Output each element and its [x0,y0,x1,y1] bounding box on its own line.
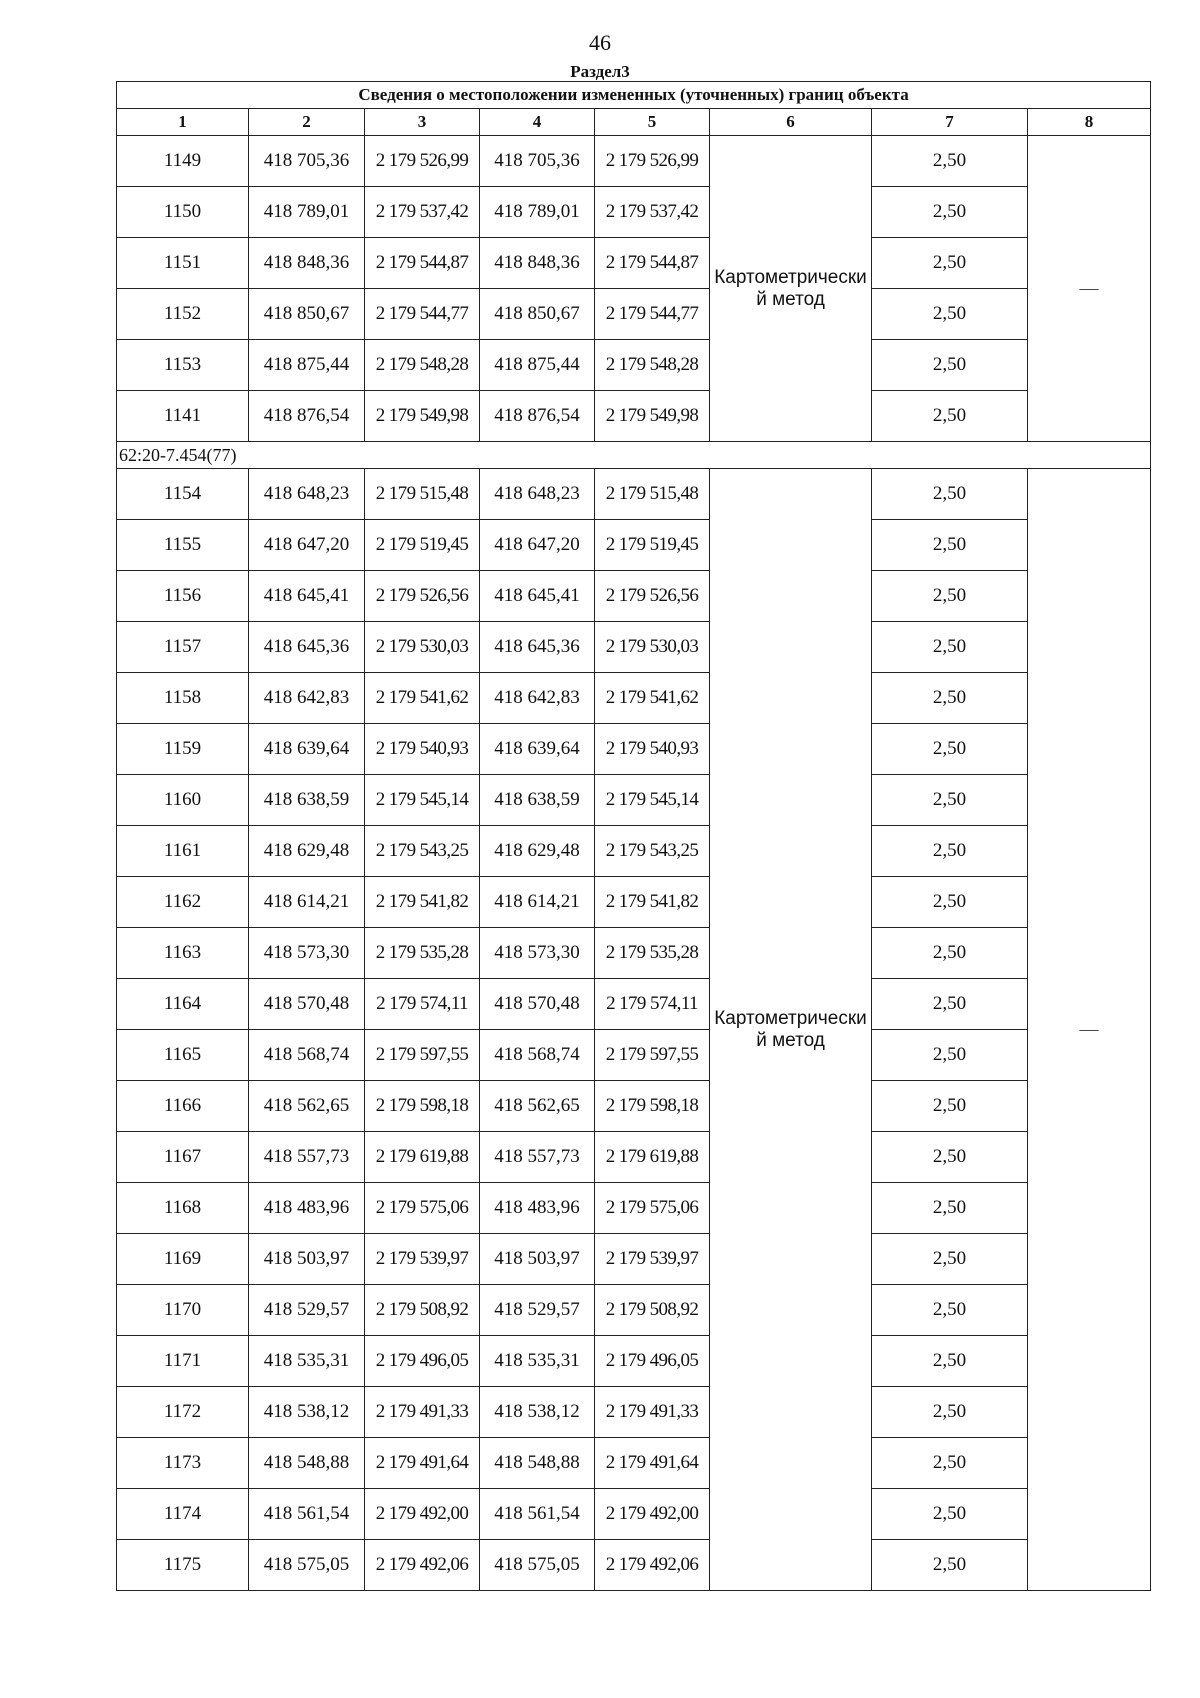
table-row [117,724,1151,775]
accuracy-cell: 2,50 [872,1438,1028,1489]
table-row [117,1081,1151,1132]
accuracy-cell: 2,50 [872,391,1028,442]
point-number-cell: 1170 [117,1285,249,1336]
y-old-cell: 2 179 530,03 [365,622,480,673]
y-old-cell: 2 179 541,62 [365,673,480,724]
table-row [117,136,1151,187]
column-number: 8 [1028,109,1151,136]
y-old-cell: 2 179 574,11 [365,979,480,1030]
x-old-cell: 418 647,20 [249,520,365,571]
y-old-cell: 2 179 544,77 [365,289,480,340]
x-new-cell: 418 645,41 [480,571,595,622]
x-old-cell: 418 642,83 [249,673,365,724]
y-old-cell: 2 179 541,82 [365,877,480,928]
x-old-cell: 418 535,31 [249,1336,365,1387]
x-new-cell: 418 535,31 [480,1336,595,1387]
column-number: 7 [872,109,1028,136]
y-old-cell: 2 179 535,28 [365,928,480,979]
x-old-cell: 418 639,64 [249,724,365,775]
table-row [117,1030,1151,1081]
y-old-cell: 2 179 545,14 [365,775,480,826]
x-new-cell: 418 850,67 [480,289,595,340]
y-new-cell: 2 179 530,03 [595,622,710,673]
accuracy-cell: 2,50 [872,1489,1028,1540]
y-new-cell: 2 179 515,48 [595,469,710,520]
accuracy-cell: 2,50 [872,622,1028,673]
table-row [117,520,1151,571]
table-row [117,1387,1151,1438]
table-row [117,622,1151,673]
y-new-cell: 2 179 541,82 [595,877,710,928]
point-number-cell: 1169 [117,1234,249,1285]
x-old-cell: 418 638,59 [249,775,365,826]
x-new-cell: 418 483,96 [480,1183,595,1234]
y-new-cell: 2 179 492,00 [595,1489,710,1540]
point-number-cell: 1154 [117,469,249,520]
y-old-cell: 2 179 519,45 [365,520,480,571]
accuracy-cell: 2,50 [872,469,1028,520]
y-old-cell: 2 179 549,98 [365,391,480,442]
y-new-cell: 2 179 619,88 [595,1132,710,1183]
point-number-cell: 1156 [117,571,249,622]
table-row [117,673,1151,724]
method-cell: Картометрически й метод [710,136,872,442]
x-old-cell: 418 848,36 [249,238,365,289]
table-row [117,391,1151,442]
y-new-cell: 2 179 535,28 [595,928,710,979]
section-title: Раздел3 [570,62,630,81]
x-new-cell: 418 561,54 [480,1489,595,1540]
point-number-cell: 1161 [117,826,249,877]
x-old-cell: 418 503,97 [249,1234,365,1285]
x-old-cell: 418 568,74 [249,1030,365,1081]
table-row [117,1285,1151,1336]
accuracy-cell: 2,50 [872,724,1028,775]
point-number-cell: 1165 [117,1030,249,1081]
y-old-cell: 2 179 492,00 [365,1489,480,1540]
point-number-cell: 1153 [117,340,249,391]
column-number: 2 [249,109,365,136]
y-new-cell: 2 179 544,77 [595,289,710,340]
y-old-cell: 2 179 540,93 [365,724,480,775]
y-new-cell: 2 179 539,97 [595,1234,710,1285]
point-number-cell: 1160 [117,775,249,826]
column-number: 4 [480,109,595,136]
point-number-cell: 1150 [117,187,249,238]
y-old-cell: 2 179 526,99 [365,136,480,187]
y-new-cell: 2 179 526,99 [595,136,710,187]
accuracy-cell: 2,50 [872,1387,1028,1438]
x-new-cell: 418 570,48 [480,979,595,1030]
table-row [117,1336,1151,1387]
point-number-cell: 1155 [117,520,249,571]
y-new-cell: 2 179 491,33 [595,1387,710,1438]
x-new-cell: 418 529,57 [480,1285,595,1336]
y-new-cell: 2 179 492,06 [595,1540,710,1591]
accuracy-cell: 2,50 [872,1030,1028,1081]
point-number-cell: 1149 [117,136,249,187]
y-new-cell: 2 179 526,56 [595,571,710,622]
x-old-cell: 418 538,12 [249,1387,365,1438]
y-old-cell: 2 179 526,56 [365,571,480,622]
table-caption: Сведения о местоположении измененных (уточненных) границ объекта [117,82,1151,109]
y-new-cell: 2 179 574,11 [595,979,710,1030]
x-new-cell: 418 876,54 [480,391,595,442]
y-old-cell: 2 179 515,48 [365,469,480,520]
x-new-cell: 418 639,64 [480,724,595,775]
group-row [117,442,1151,469]
page-number: 46 [589,30,611,55]
accuracy-cell: 2,50 [872,928,1028,979]
point-number-cell: 1168 [117,1183,249,1234]
table-row [117,1540,1151,1591]
x-old-cell: 418 483,96 [249,1183,365,1234]
x-new-cell: 418 614,21 [480,877,595,928]
y-old-cell: 2 179 492,06 [365,1540,480,1591]
x-new-cell: 418 647,20 [480,520,595,571]
table-row [117,928,1151,979]
y-new-cell: 2 179 598,18 [595,1081,710,1132]
x-new-cell: 418 557,73 [480,1132,595,1183]
x-new-cell: 418 789,01 [480,187,595,238]
table-row [117,1234,1151,1285]
column-number: 6 [710,109,872,136]
y-new-cell: 2 179 597,55 [595,1030,710,1081]
point-number-cell: 1173 [117,1438,249,1489]
x-old-cell: 418 570,48 [249,979,365,1030]
table-row [117,979,1151,1030]
accuracy-cell: 2,50 [872,520,1028,571]
table-row [117,289,1151,340]
y-new-cell: 2 179 545,14 [595,775,710,826]
column-number: 5 [595,109,710,136]
x-old-cell: 418 614,21 [249,877,365,928]
accuracy-cell: 2,50 [872,571,1028,622]
point-number-cell: 1166 [117,1081,249,1132]
y-old-cell: 2 179 597,55 [365,1030,480,1081]
x-old-cell: 418 705,36 [249,136,365,187]
y-new-cell: 2 179 575,06 [595,1183,710,1234]
x-old-cell: 418 789,01 [249,187,365,238]
x-old-cell: 418 561,54 [249,1489,365,1540]
column-number: 3 [365,109,480,136]
accuracy-cell: 2,50 [872,1285,1028,1336]
point-number-cell: 1167 [117,1132,249,1183]
point-number-cell: 1152 [117,289,249,340]
table-row [117,571,1151,622]
table-row [117,238,1151,289]
x-new-cell: 418 568,74 [480,1030,595,1081]
accuracy-cell: 2,50 [872,673,1028,724]
point-number-cell: 1158 [117,673,249,724]
column8-cell: — [1028,469,1151,1591]
accuracy-cell: 2,50 [872,1081,1028,1132]
x-new-cell: 418 638,59 [480,775,595,826]
accuracy-cell: 2,50 [872,238,1028,289]
accuracy-cell: 2,50 [872,1183,1028,1234]
point-number-cell: 1172 [117,1387,249,1438]
x-old-cell: 418 557,73 [249,1132,365,1183]
x-new-cell: 418 642,83 [480,673,595,724]
y-new-cell: 2 179 540,93 [595,724,710,775]
x-new-cell: 418 629,48 [480,826,595,877]
table-row [117,340,1151,391]
column-number-row [117,109,1151,136]
point-number-cell: 1171 [117,1336,249,1387]
table-row [117,775,1151,826]
x-old-cell: 418 562,65 [249,1081,365,1132]
accuracy-cell: 2,50 [872,187,1028,238]
accuracy-cell: 2,50 [872,877,1028,928]
point-number-cell: 1157 [117,622,249,673]
y-old-cell: 2 179 619,88 [365,1132,480,1183]
y-old-cell: 2 179 496,05 [365,1336,480,1387]
y-old-cell: 2 179 491,33 [365,1387,480,1438]
table-row [117,877,1151,928]
x-old-cell: 418 529,57 [249,1285,365,1336]
boundary-table [116,81,1151,1591]
y-old-cell: 2 179 543,25 [365,826,480,877]
point-number-cell: 1162 [117,877,249,928]
x-old-cell: 418 629,48 [249,826,365,877]
y-new-cell: 2 179 543,25 [595,826,710,877]
x-old-cell: 418 850,67 [249,289,365,340]
y-old-cell: 2 179 491,64 [365,1438,480,1489]
group-label: 62:20-7.454(77) [117,442,1151,469]
accuracy-cell: 2,50 [872,340,1028,391]
y-new-cell: 2 179 549,98 [595,391,710,442]
y-new-cell: 2 179 491,64 [595,1438,710,1489]
point-number-cell: 1175 [117,1540,249,1591]
x-old-cell: 418 573,30 [249,928,365,979]
accuracy-cell: 2,50 [872,1336,1028,1387]
x-new-cell: 418 645,36 [480,622,595,673]
accuracy-cell: 2,50 [872,136,1028,187]
x-old-cell: 418 645,41 [249,571,365,622]
point-number-cell: 1163 [117,928,249,979]
accuracy-cell: 2,50 [872,979,1028,1030]
x-new-cell: 418 575,05 [480,1540,595,1591]
accuracy-cell: 2,50 [872,1132,1028,1183]
y-old-cell: 2 179 508,92 [365,1285,480,1336]
x-new-cell: 418 705,36 [480,136,595,187]
x-old-cell: 418 548,88 [249,1438,365,1489]
table-row [117,1438,1151,1489]
y-new-cell: 2 179 508,92 [595,1285,710,1336]
accuracy-cell: 2,50 [872,1540,1028,1591]
x-new-cell: 418 503,97 [480,1234,595,1285]
point-number-cell: 1141 [117,391,249,442]
accuracy-cell: 2,50 [872,775,1028,826]
table-row [117,1489,1151,1540]
table-row [117,826,1151,877]
y-old-cell: 2 179 537,42 [365,187,480,238]
y-old-cell: 2 179 539,97 [365,1234,480,1285]
point-number-cell: 1159 [117,724,249,775]
y-new-cell: 2 179 541,62 [595,673,710,724]
y-new-cell: 2 179 519,45 [595,520,710,571]
table-row [117,469,1151,520]
y-old-cell: 2 179 598,18 [365,1081,480,1132]
table-row [117,1132,1151,1183]
y-new-cell: 2 179 548,28 [595,340,710,391]
point-number-cell: 1164 [117,979,249,1030]
column-number: 1 [117,109,249,136]
accuracy-cell: 2,50 [872,289,1028,340]
x-old-cell: 418 645,36 [249,622,365,673]
accuracy-cell: 2,50 [872,826,1028,877]
x-new-cell: 418 562,65 [480,1081,595,1132]
point-number-cell: 1151 [117,238,249,289]
y-old-cell: 2 179 544,87 [365,238,480,289]
x-old-cell: 418 575,05 [249,1540,365,1591]
x-new-cell: 418 548,88 [480,1438,595,1489]
y-new-cell: 2 179 544,87 [595,238,710,289]
x-new-cell: 418 848,36 [480,238,595,289]
x-old-cell: 418 875,44 [249,340,365,391]
y-old-cell: 2 179 548,28 [365,340,480,391]
x-old-cell: 418 648,23 [249,469,365,520]
y-old-cell: 2 179 575,06 [365,1183,480,1234]
x-new-cell: 418 538,12 [480,1387,595,1438]
method-cell: Картометрически й метод [710,469,872,1591]
table-body [117,136,1151,1591]
column8-cell: — [1028,136,1151,442]
table-row [117,1183,1151,1234]
accuracy-cell: 2,50 [872,1234,1028,1285]
y-new-cell: 2 179 537,42 [595,187,710,238]
x-old-cell: 418 876,54 [249,391,365,442]
y-new-cell: 2 179 496,05 [595,1336,710,1387]
table-row [117,187,1151,238]
x-new-cell: 418 573,30 [480,928,595,979]
point-number-cell: 1174 [117,1489,249,1540]
x-new-cell: 418 648,23 [480,469,595,520]
x-new-cell: 418 875,44 [480,340,595,391]
